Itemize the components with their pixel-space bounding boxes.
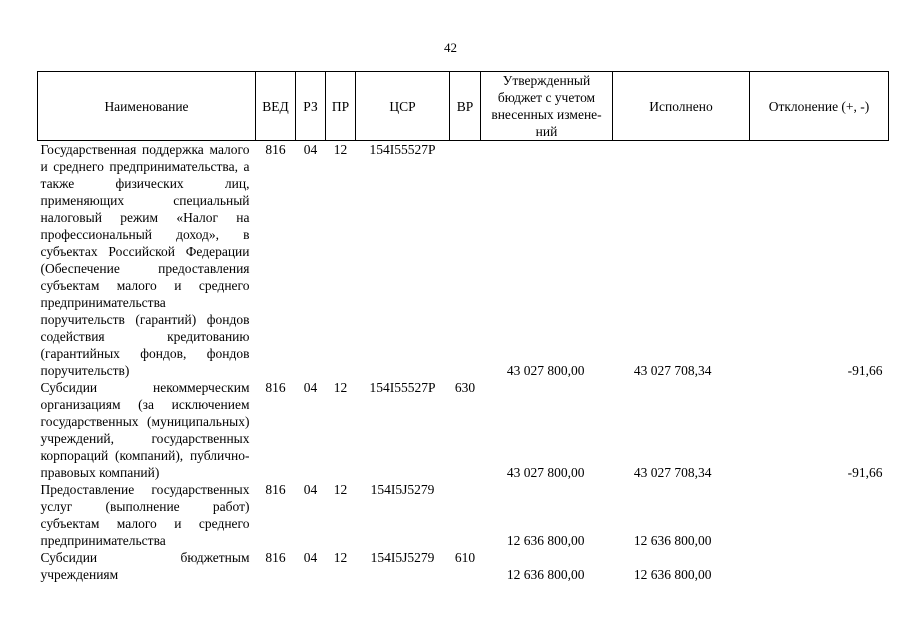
row-budget: 43 027 800,00 bbox=[506, 465, 585, 480]
row-done: 12 636 800,00 bbox=[633, 533, 712, 548]
row-budget: 43 027 800,00 bbox=[506, 363, 585, 378]
page-number: 42 bbox=[444, 40, 457, 55]
header-pr: ПР bbox=[326, 72, 356, 141]
row-pr: 12 bbox=[333, 550, 348, 565]
row-ved: 816 bbox=[265, 550, 286, 565]
header-deviation: Отклонение (+, -) bbox=[750, 72, 889, 141]
row-csr: 154I55527P bbox=[369, 380, 436, 395]
row-deviation bbox=[750, 481, 889, 549]
row-rz: 04 bbox=[303, 142, 318, 157]
table-row bbox=[38, 481, 889, 549]
row-ved: 816 bbox=[265, 380, 286, 395]
row-name: Предоставление государственных услуг (выполнение работ) субъектам малого и среднего предпринимательства bbox=[40, 482, 250, 548]
row-deviation bbox=[750, 549, 889, 583]
row-ved: 816 bbox=[265, 482, 286, 497]
row-vr bbox=[450, 481, 481, 549]
header-rz: РЗ bbox=[296, 72, 326, 141]
budget-table bbox=[37, 71, 889, 583]
row-deviation: -91,66 bbox=[847, 363, 883, 378]
row-pr: 12 bbox=[333, 482, 348, 497]
row-budget: 12 636 800,00 bbox=[506, 567, 585, 582]
table-row bbox=[38, 379, 889, 481]
row-pr: 12 bbox=[333, 142, 348, 157]
row-vr: 610 bbox=[454, 550, 476, 565]
row-budget: 12 636 800,00 bbox=[506, 533, 585, 548]
row-csr: 154I5J5279 bbox=[370, 482, 435, 497]
row-vr bbox=[450, 141, 481, 380]
table-header-row bbox=[38, 72, 889, 141]
row-csr: 154I55527P bbox=[369, 142, 436, 157]
row-ved: 816 bbox=[265, 142, 286, 157]
header-name: Наименование bbox=[38, 72, 256, 141]
row-done: 43 027 708,34 bbox=[633, 363, 712, 378]
row-rz: 04 bbox=[303, 550, 318, 565]
row-name: Государственная поддержка малого и среднего предпринимательства, а также физических лиц, применяющих специальный налоговый режим «Налог на профессиональный доход», в субъектах Российской Федерации (Обеспечение предоставления субъектам малого и среднего предпринимательства поручительств (гарантий) фондов содействия кредитованию (гарантийных фондов, фондов поручительств) bbox=[40, 142, 250, 378]
row-name: Субсидии бюджетным учреждениям bbox=[40, 550, 250, 582]
row-csr: 154I5J5279 bbox=[370, 550, 435, 565]
header-csr: ЦСР bbox=[356, 72, 450, 141]
header-ved: ВЕД bbox=[256, 72, 296, 141]
row-pr: 12 bbox=[333, 380, 348, 395]
header-done: Исполнено bbox=[613, 72, 750, 141]
row-done: 12 636 800,00 bbox=[633, 567, 712, 582]
row-deviation: -91,66 bbox=[847, 465, 883, 480]
row-rz: 04 bbox=[303, 380, 318, 395]
row-vr: 630 bbox=[454, 380, 476, 395]
table-row bbox=[38, 141, 889, 380]
row-rz: 04 bbox=[303, 482, 318, 497]
header-budget: Утвержденный бюджет с учетом внесенных измене-ний bbox=[481, 72, 613, 141]
table-row bbox=[38, 549, 889, 583]
header-vr: ВР bbox=[450, 72, 481, 141]
row-done: 43 027 708,34 bbox=[633, 465, 712, 480]
row-name: Субсидии некоммерческим организациям (за исключением государственных (муниципальных) учреждений, государственных корпораций (компаний), публично-правовых компаний) bbox=[40, 380, 250, 480]
